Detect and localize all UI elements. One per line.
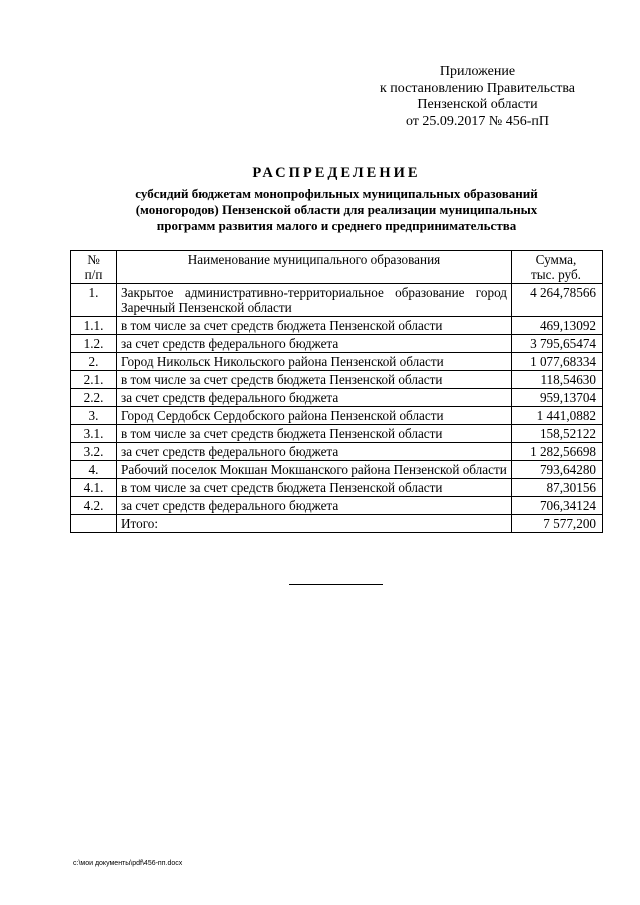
row-sum: 158,52122 bbox=[512, 425, 603, 443]
row-sum: 1 282,56698 bbox=[512, 443, 603, 461]
row-name: за счет средств федерального бюджета bbox=[117, 335, 512, 353]
row-num: 2.2. bbox=[71, 389, 117, 407]
row-num: 2.1. bbox=[71, 371, 117, 389]
row-num: 1. bbox=[71, 284, 117, 317]
row-num: 3.1. bbox=[71, 425, 117, 443]
row-sum: 4 264,78566 bbox=[512, 284, 603, 317]
row-name: Город Никольск Никольского района Пензенской области bbox=[117, 353, 512, 371]
document-subtitle bbox=[70, 186, 603, 234]
appendix-date-number: от 25.09.2017 № 456-пП bbox=[405, 113, 550, 129]
table-row bbox=[71, 479, 603, 497]
row-name: в том числе за счет средств бюджета Пензенской области bbox=[117, 371, 512, 389]
appendix-line: Пензенской области bbox=[417, 97, 538, 112]
table-header-row bbox=[71, 251, 603, 284]
table-row bbox=[71, 317, 603, 335]
table-row bbox=[71, 407, 603, 425]
row-name: Закрытое административно-территориальное образование город Заречный Пензенской области bbox=[117, 284, 512, 317]
row-name: за счет средств федерального бюджета bbox=[117, 389, 512, 407]
row-sum: 7 577,200 bbox=[512, 515, 603, 533]
table-row bbox=[71, 284, 603, 317]
row-name: в том числе за счет средств бюджета Пензенской области bbox=[117, 317, 512, 335]
row-sum: 3 795,65474 bbox=[512, 335, 603, 353]
file-path-footer: c:\мои документы\pdf\456-пп.docx bbox=[73, 860, 183, 867]
table-row bbox=[71, 425, 603, 443]
row-num: 4.1. bbox=[71, 479, 117, 497]
row-num: 4.2. bbox=[71, 497, 117, 515]
table-row bbox=[71, 389, 603, 407]
row-name: за счет средств федерального бюджета bbox=[117, 497, 512, 515]
header-num-line: № bbox=[87, 252, 100, 267]
distribution-table bbox=[70, 250, 603, 533]
row-name: Город Сердобск Сердобского района Пензенской области bbox=[117, 407, 512, 425]
row-num: 3. bbox=[71, 407, 117, 425]
row-sum: 87,30156 bbox=[512, 479, 603, 497]
row-num bbox=[71, 515, 117, 533]
table-total-row bbox=[71, 515, 603, 533]
table-row bbox=[71, 353, 603, 371]
document-heading bbox=[70, 165, 603, 234]
document-title: РАСПРЕДЕЛЕНИЕ bbox=[252, 165, 421, 181]
subtitle-line: субсидий бюджетам монопрофильных муниципальных образований bbox=[135, 186, 538, 201]
header-sum-line: тыс. руб. bbox=[531, 267, 581, 282]
table-row bbox=[71, 335, 603, 353]
row-sum: 706,34124 bbox=[512, 497, 603, 515]
table-row bbox=[71, 371, 603, 389]
row-sum: 469,13092 bbox=[512, 317, 603, 335]
header-sum-line: Сумма, bbox=[535, 252, 577, 267]
header-num bbox=[71, 251, 117, 284]
row-name: Итого: bbox=[117, 515, 512, 533]
subtitle-line: программ развития малого и среднего предпринимательства bbox=[156, 218, 517, 233]
closing-divider bbox=[289, 584, 383, 585]
subtitle-line: (моногородов) Пензенской области для реализации муниципальных bbox=[135, 202, 538, 217]
appendix-line: Приложение bbox=[439, 64, 516, 79]
row-name: в том числе за счет средств бюджета Пензенской области bbox=[117, 479, 512, 497]
row-num: 2. bbox=[71, 353, 117, 371]
row-name: Рабочий поселок Мокшан Мокшанского района Пензенской области bbox=[117, 461, 512, 479]
appendix-line: к постановлению Правительства bbox=[379, 80, 576, 96]
row-sum: 1 077,68334 bbox=[512, 353, 603, 371]
row-name: за счет средств федерального бюджета bbox=[117, 443, 512, 461]
header-num-line: п/п bbox=[84, 267, 103, 282]
header-name: Наименование муниципального образования bbox=[117, 251, 512, 284]
row-sum: 959,13704 bbox=[512, 389, 603, 407]
appendix-block bbox=[360, 64, 595, 130]
row-num: 1.1. bbox=[71, 317, 117, 335]
row-name: в том числе за счет средств бюджета Пензенской области bbox=[117, 425, 512, 443]
row-sum: 1 441,0882 bbox=[512, 407, 603, 425]
row-num: 3.2. bbox=[71, 443, 117, 461]
table-row bbox=[71, 443, 603, 461]
table-row bbox=[71, 497, 603, 515]
row-sum: 793,64280 bbox=[512, 461, 603, 479]
row-num: 1.2. bbox=[71, 335, 117, 353]
row-num: 4. bbox=[71, 461, 117, 479]
row-sum: 118,54630 bbox=[512, 371, 603, 389]
header-sum bbox=[512, 251, 603, 284]
table-row bbox=[71, 461, 603, 479]
